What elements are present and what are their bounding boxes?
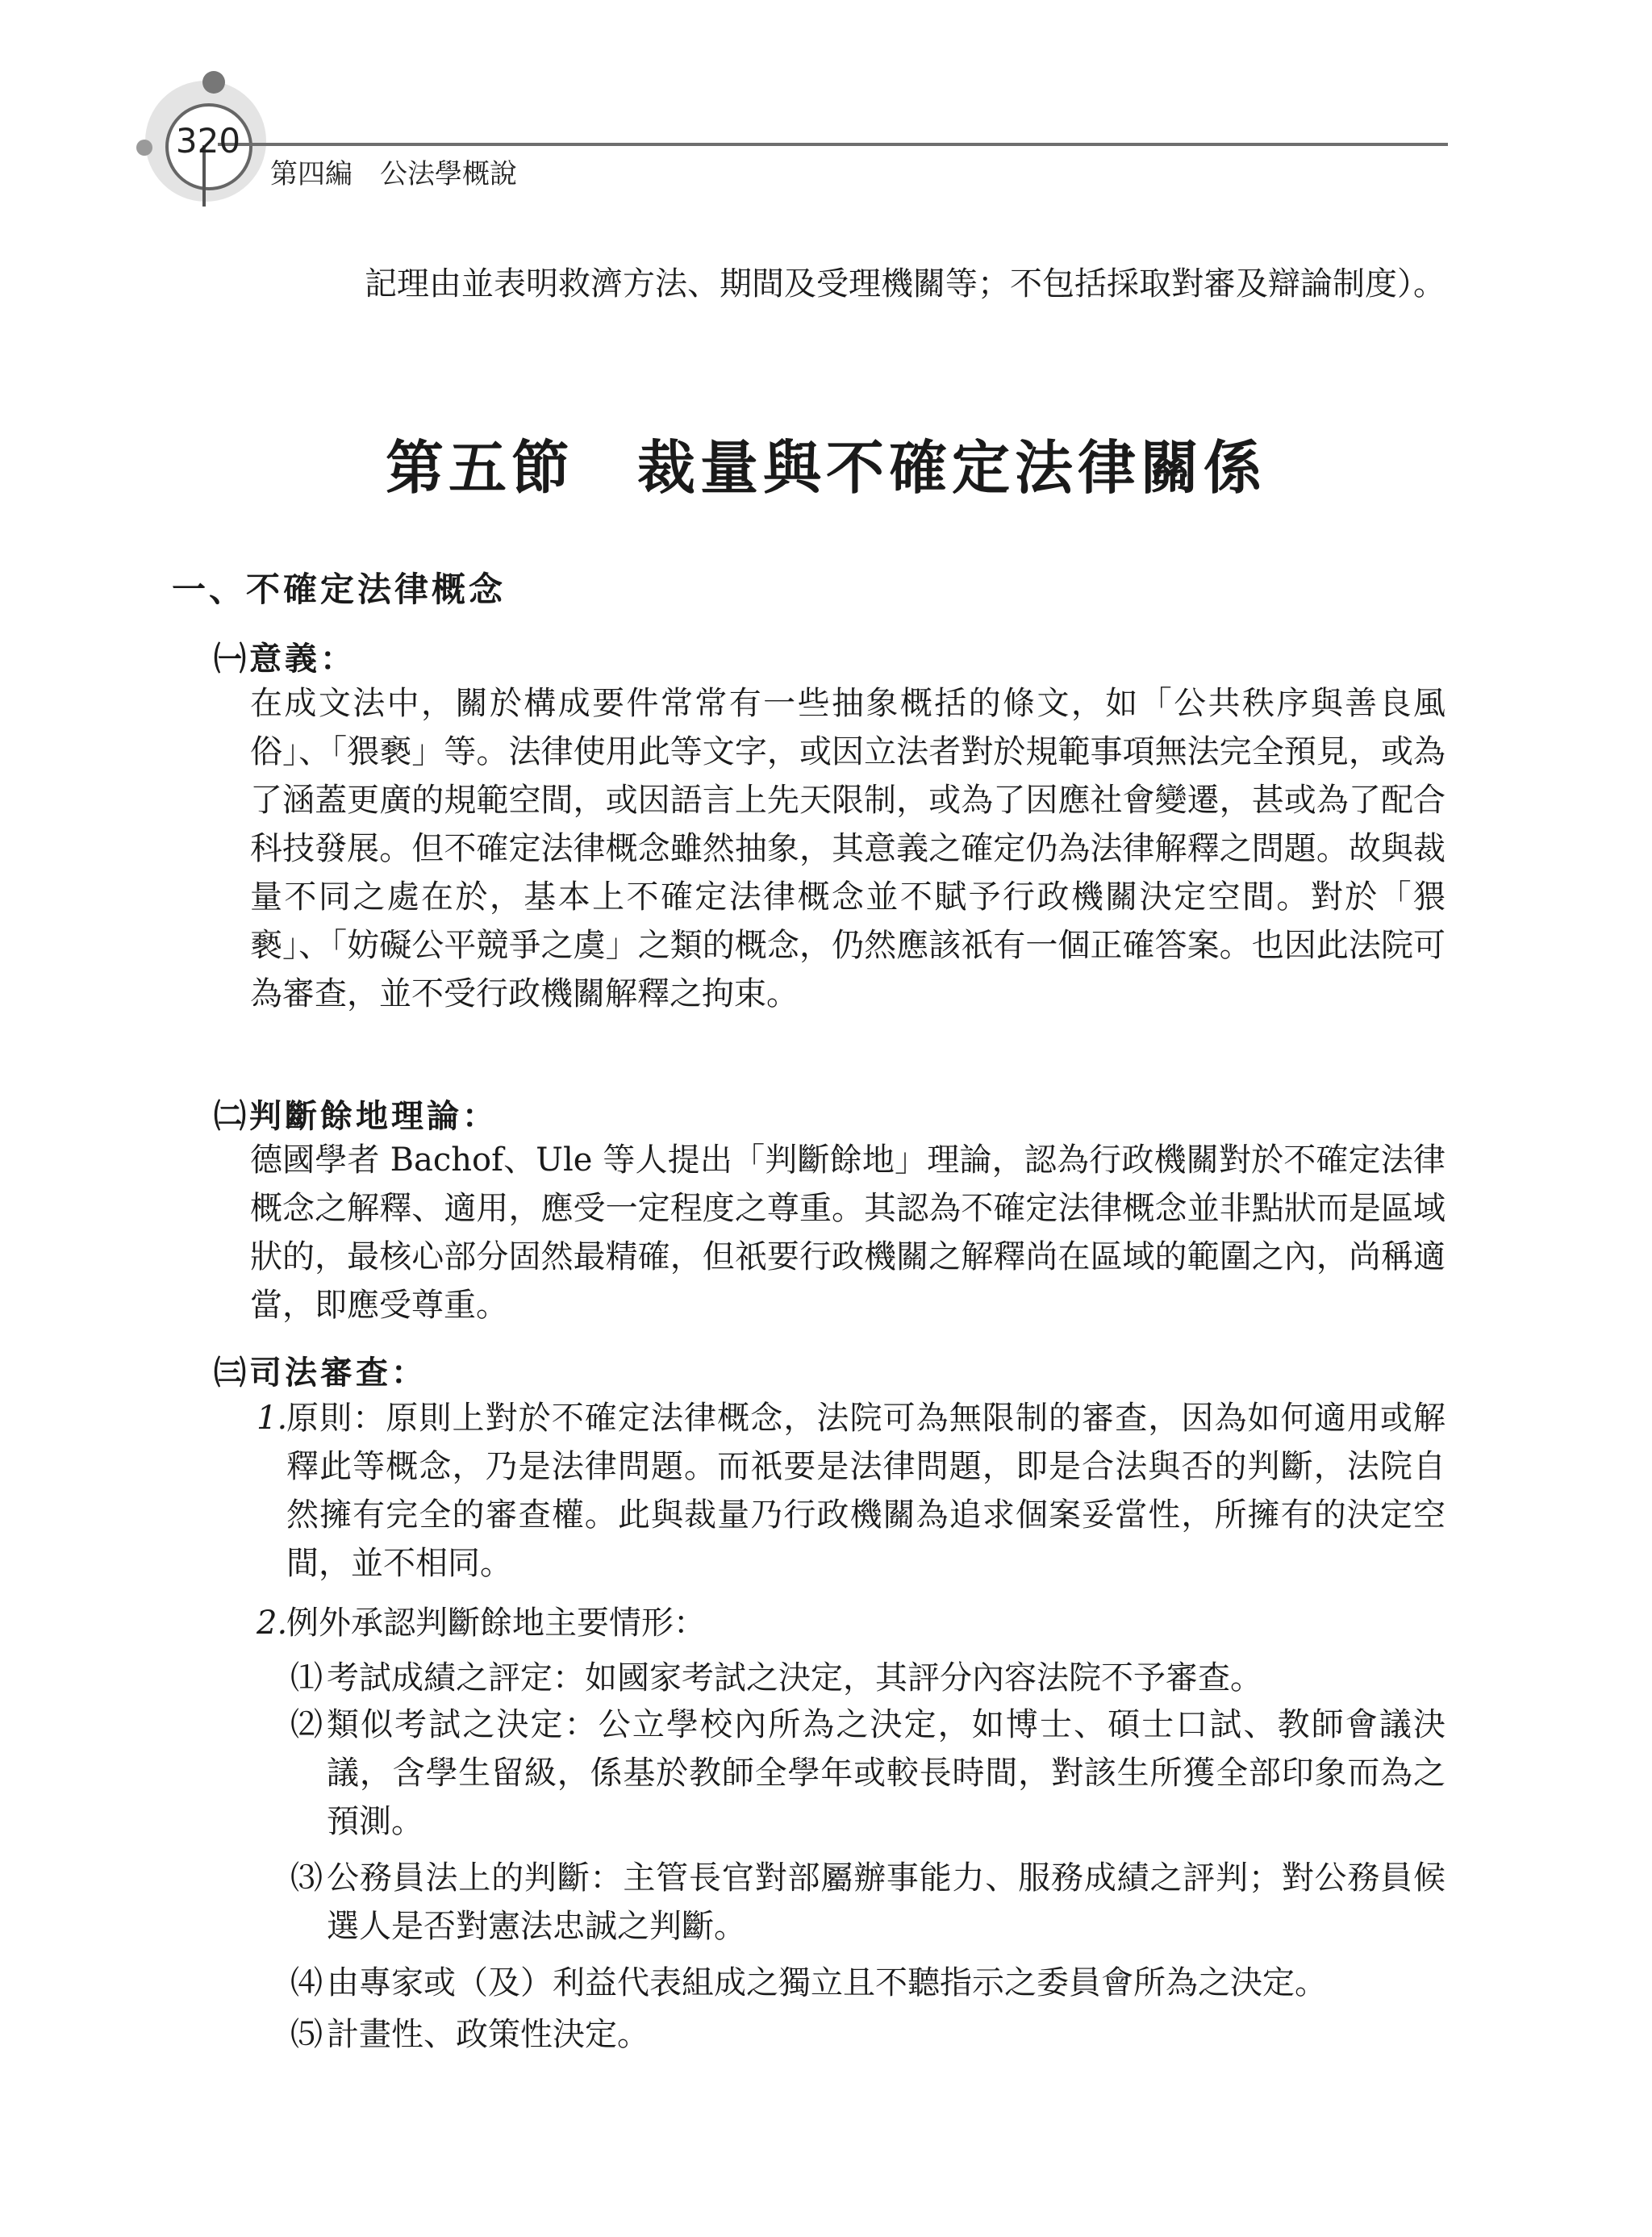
intro-paragraph: 記理由並表明救濟方法、期間及受理機關等；不包括採取對審及辯論制度）。 [365,265,1446,303]
subitem-marker: ⑴ [290,1659,323,1697]
subitem-civil-service-judgment: 公務員法上的判斷：主管長官對部屬辦事能力、服務成績之評判；對公務員候選人是否對憲法忠誠之判斷。 [327,1859,1446,1945]
running-head: 第四編 公法學概說 [270,158,517,190]
subitem-marker: ⑶ [290,1859,323,1897]
list-item-marker: 2. [257,1605,288,1642]
page-number: 320 [175,121,241,161]
subitem-exam-like-decisions: 類似考試之決定：公立學校內所為之決定，如博士、碩士口試、教師會議決議，含學生留級，係基於教師全學年或較長時間，對該生所獲全部印象而為之預測。 [327,1706,1446,1840]
header-rule [218,143,1448,146]
heading-uncertain-legal-concepts: 一、不確定法律概念 [172,570,507,609]
subitem-policy-decisions: 計畫性、政策性決定。 [327,2016,649,2053]
subsection-body-meaning: 在成文法中，關於構成要件常常有一些抽象概括的條文，如「公共秩序與善良風俗」、「猥褻」等。法律使用此等文字，或因立法者對於規範事項無法完全預見，或為了涵蓋更廣的規範空間，或因語言上先天限制，或為了因應社會變遷，甚或為了配合科技發展。但不確定法律概念雖然抽象，其意義之確定仍為法律解釋之問題。故與裁量不同之處在於，基本上不確定法律概念並不賦予行政機關決定空間。對於「猥褻」、「妨礙公平競爭之虞」之類的概念，仍然應該祇有一個正確答案。也因此法院可為審查，並不受行政機關解釋之拘束。 [250,685,1446,1012]
section-title: 第五節 裁量與不確定法律關係 [385,433,1266,502]
subitem-marker: ⑵ [290,1706,323,1743]
subsection-heading-judicial-review: ㈢司法審查： [214,1354,427,1392]
header-ornament-small-dot [202,71,225,94]
list-item-exceptions: 例外承認判斷餘地主要情形： [286,1605,706,1642]
subsection-body-margin-of-appreciation: 德國學者 Bachof、Ule 等人提出「判斷餘地」理論，認為行政機關對於不確定法律概念之解釋、適用，應受一定程度之尊重。其認為不確定法律概念並非點狀而是區域狀的，最核心部分固然最精確，但祇要行政機關之解釋尚在區域的範圍之內，尚稱適當，即應受尊重。 [250,1141,1446,1324]
header-ornament-left-dot [136,140,152,156]
subitem-marker: ⑷ [290,1964,323,2001]
list-item-principle: 原則：原則上對於不確定法律概念，法院可為無限制的審查，因為如何適用或解釋此等概念，乃是法律問題。而祇要是法律問題，即是合法與否的判斷，法院自然擁有完全的審查權。此與裁量乃行政機關為追求個案妥當性，所擁有的決定空間，並不相同。 [286,1400,1446,1582]
subitem-exam-grading: 考試成績之評定：如國家考試之決定，其評分內容法院不予審查。 [327,1659,1262,1697]
subsection-heading-margin-of-appreciation: ㈡判斷餘地理論： [214,1097,498,1135]
subsection-heading-meaning: ㈠意義： [214,640,356,678]
subitem-marker: ⑸ [290,2016,323,2053]
subitem-independent-committee: 由專家或（及）利益代表組成之獨立且不聽指示之委員會所為之決定。 [327,1964,1327,2001]
list-item-marker: 1. [257,1400,288,1437]
